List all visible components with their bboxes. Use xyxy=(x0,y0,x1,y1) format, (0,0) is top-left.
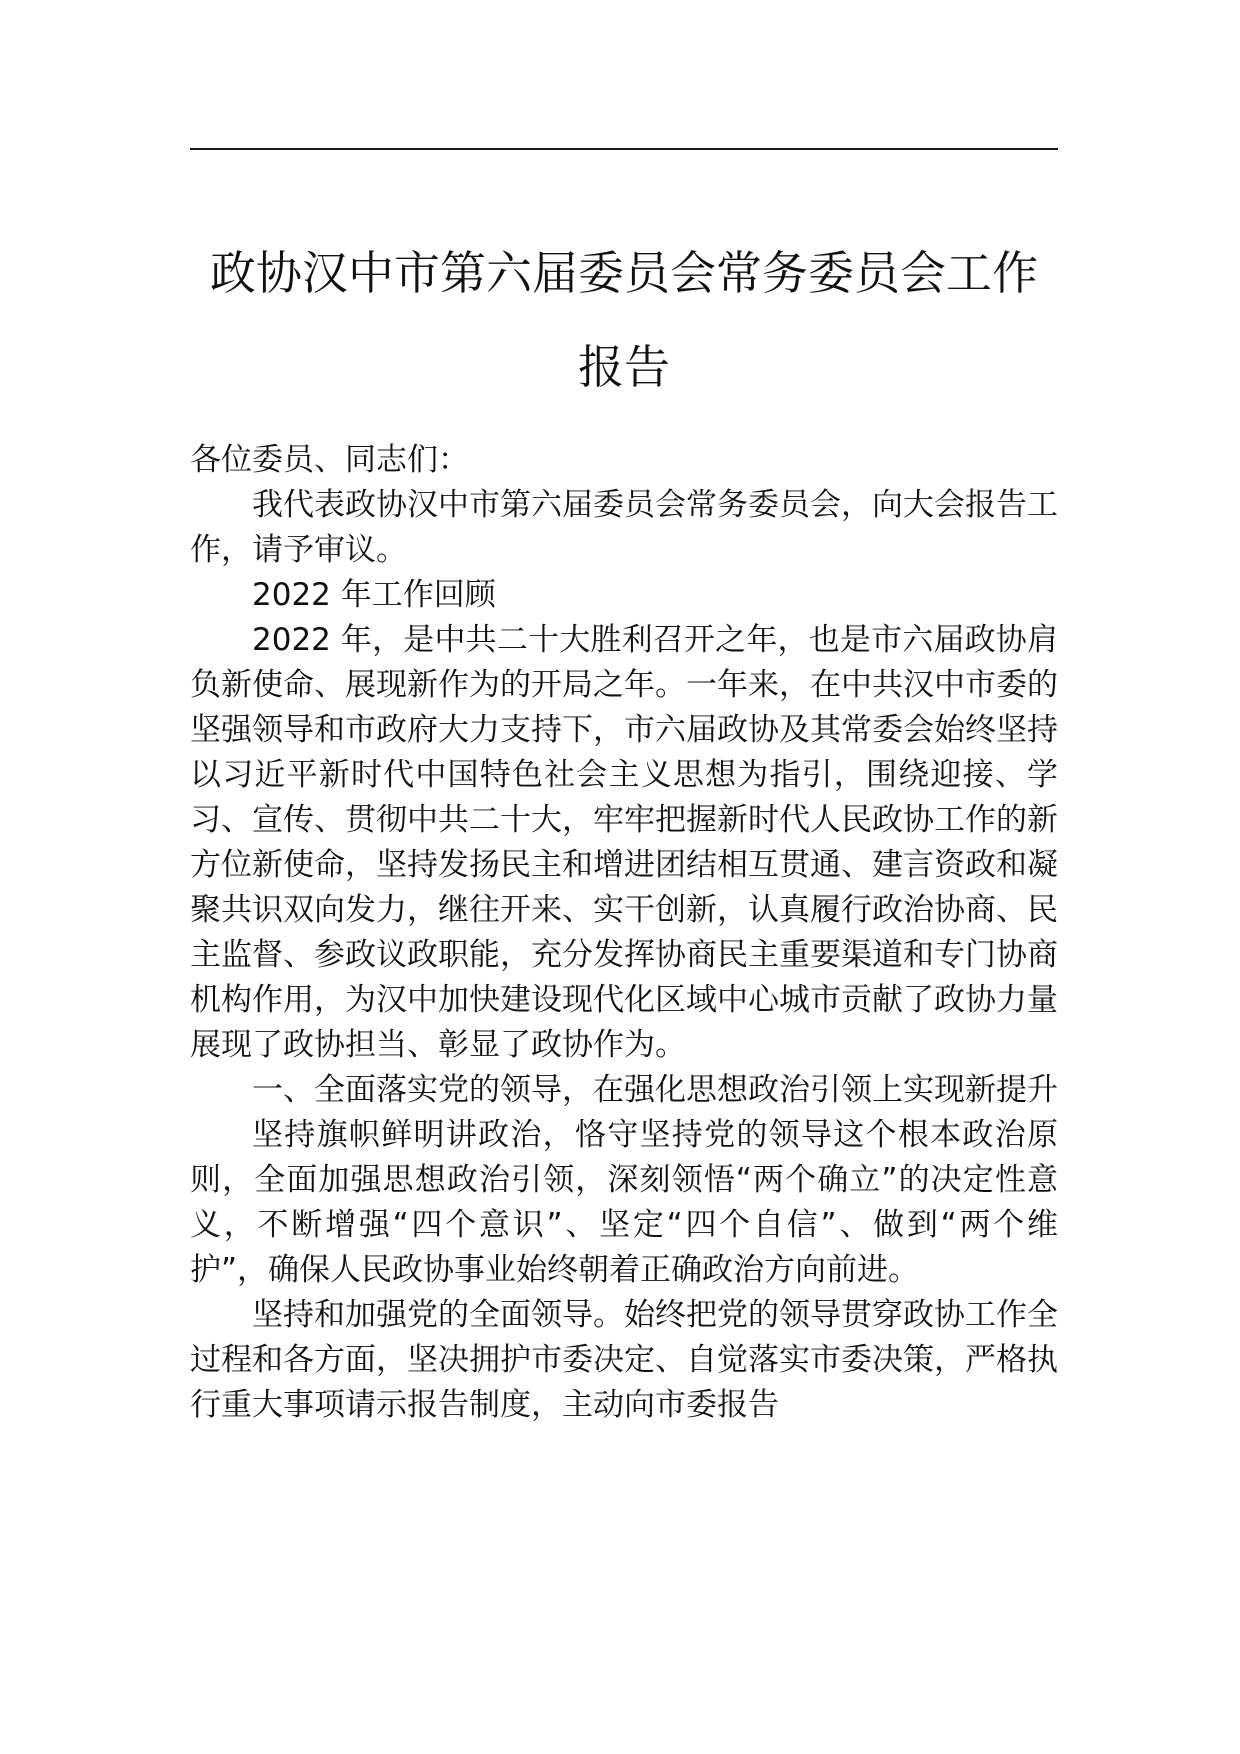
title-line-1: 政协汉中市第六届委员会常务委员会工作 xyxy=(210,246,1038,300)
header-rule xyxy=(190,148,1058,150)
paragraph: 2022 年，是中共二十大胜利召开之年，也是市六届政协肩负新使命、展现新作为的开局之年。一年来，在中共汉中市委的坚强领导和市政府大力支持下，市六届政协及其常委会始终坚持以习近平新时代中国特色社会主义思想为指引，围绕迎接、学习、宣传、贯彻中共二十大，牢牢把握新时代人民政协工作的新方位新使命，坚持发扬民主和增进团结相互贯通、建言资政和凝聚共识双向发力，继往开来、实干创新，认真履行政治协商、民主监督、参政议政职能，充分发挥协商民主重要渠道和专门协商机构作用，为汉中加快建设现代化区域中心城市贡献了政协力量展现了政协担当、彰显了政协作为。 xyxy=(190,622,1058,1063)
paragraph: 我代表政协汉中市第六届委员会常务委员会，向大会报告工作，请予审议。 xyxy=(190,487,1058,568)
title-line-2: 报告 xyxy=(578,340,670,394)
paragraph: 坚持旗帜鲜明讲政治，恪守坚持党的领导这个根本政治原则，全面加强思想政治引领，深刻领悟“两个确立”的决定性意义，不断增强“四个意识”、坚定“四个自信”、做到“两个维护”，确保人民政协事业始终朝着正确政治方向前进。 xyxy=(190,1117,1058,1288)
document-body xyxy=(190,438,1058,1428)
document-title xyxy=(190,226,1058,414)
paragraph: 坚持和加强党的全面领导。始终把党的领导贯穿政协工作全过程和各方面，坚决拥护市委决定、自觉落实市委决策，严格执行重大事项请示报告制度，主动向市委报告 xyxy=(190,1297,1058,1423)
section-heading-review: 2022 年工作回顾 xyxy=(252,577,496,613)
section-heading-1: 一、全面落实党的领导，在强化思想政治引领上实现新提升 xyxy=(252,1072,1058,1108)
greeting: 各位委员、同志们： xyxy=(190,442,469,478)
